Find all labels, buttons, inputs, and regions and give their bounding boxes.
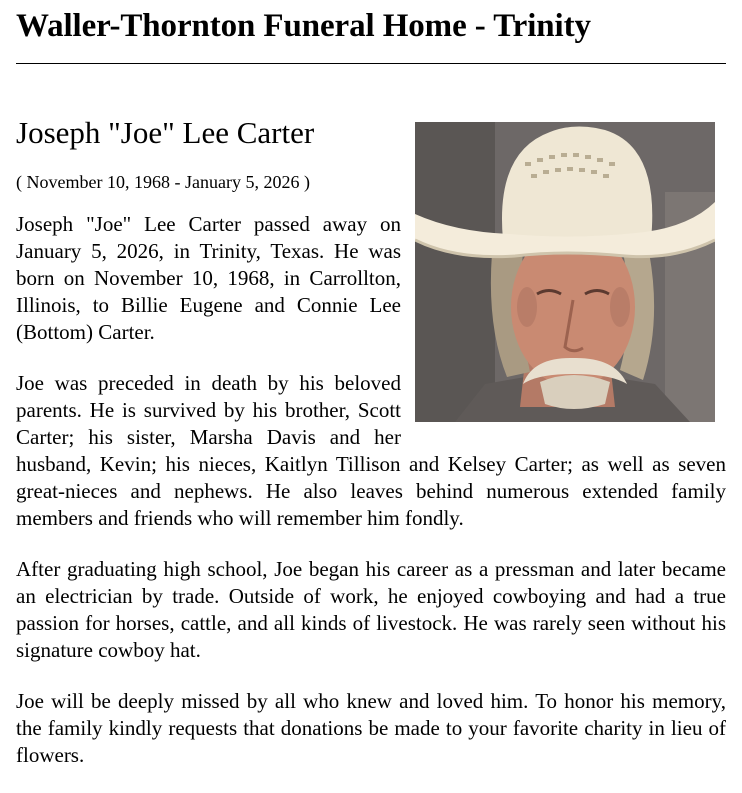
obituary-portrait-photo xyxy=(415,122,715,422)
site-header xyxy=(16,6,726,46)
obituary-paragraph: Joseph "Joe" Lee Carter passed away on January 5, 2026, in Trinity, Texas. He was born on November 10, 1968, in Carrollton, Illinois, to Billie Eugene and Connie Lee (Bottom) Carter. xyxy=(16,212,401,344)
deceased-name: Joseph "Joe" Lee Carter xyxy=(16,115,315,150)
life-dates: ( November 10, 1968 - January 5, 2026 ) xyxy=(16,172,310,192)
site-title: Waller-Thornton Funeral Home - Trinity xyxy=(16,8,591,44)
obituary-paragraph: After graduating high school, Joe began his career as a pressman and later became an electrician by trade. Outside of work, he enjoyed cowboying and had a true passion for horses, cattle, and all kinds of livestock. He was rarely seen without his signature cowboy hat. xyxy=(16,557,726,662)
obituary-paragraph: Joe was preceded in death by his beloved parents. He is survived by his brother, Scott Carter; his sister, Marsha Davis and her husband, Kevin; his nieces, Kaitlyn Tillison and Kelsey Carter; as well as seven great-nieces and nephews. He also leaves behind numerous extended family members and friends who will remember him fondly. xyxy=(16,371,726,530)
portrait-illustration xyxy=(415,122,715,422)
header-divider xyxy=(16,63,726,64)
obituary-paragraph: Joe will be deeply missed by all who knew and loved him. To honor his memory, the family kindly requests that donations be made to your favorite charity in lieu of flowers. xyxy=(16,689,726,767)
obituary-article xyxy=(16,114,726,793)
